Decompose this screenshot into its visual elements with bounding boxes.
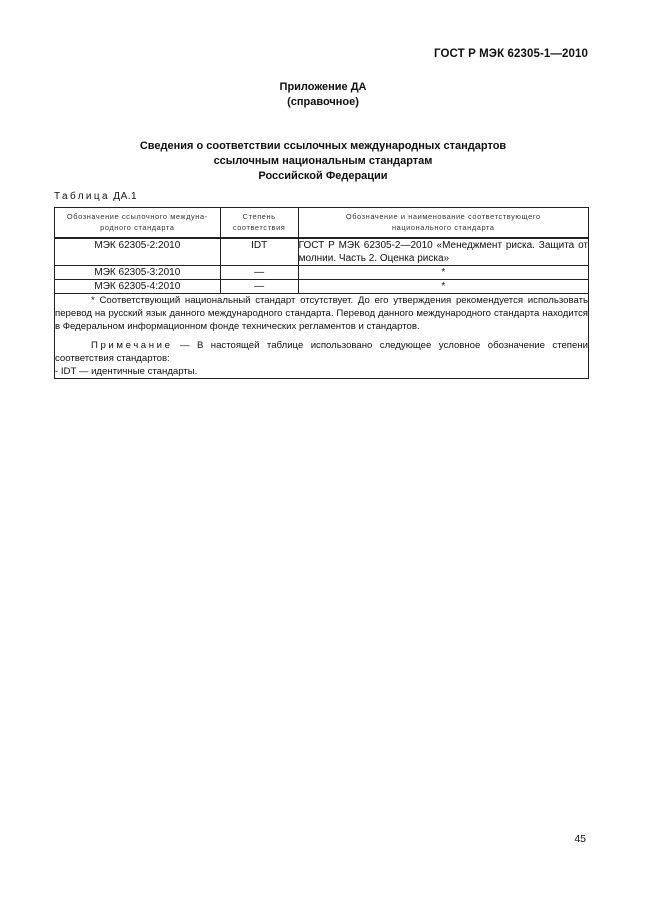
international-standard-code: МЭК 62305-2:2010 xyxy=(55,238,221,266)
table-notes xyxy=(55,294,589,379)
section-title-line-2: ссылочным национальным стандартам xyxy=(213,155,433,167)
standards-correspondence-table xyxy=(54,207,589,379)
note-text: — В настоящей таблице использовано следующее условное обозначение степени соответствия стандартов: xyxy=(55,340,588,364)
annex-subtitle: (справочное) xyxy=(287,96,359,108)
column-header-national-standard xyxy=(298,208,588,239)
table-row xyxy=(55,280,589,294)
column-header-degree xyxy=(220,208,298,239)
national-standard: * xyxy=(298,280,588,294)
column-header-international-standard xyxy=(55,208,221,239)
document-code-header: ГОСТ Р МЭК 62305-1—2010 xyxy=(434,48,588,60)
table-header-row xyxy=(55,208,589,239)
degree-of-correspondence: — xyxy=(220,266,298,280)
annex-heading xyxy=(0,80,646,110)
national-standard: * xyxy=(298,266,588,280)
table-caption-word: Таблица xyxy=(54,191,111,202)
table-notes-row xyxy=(55,294,589,379)
degree-of-correspondence: — xyxy=(220,280,298,294)
header-text: родного стандарта xyxy=(100,223,175,232)
annex-title: Приложение ДА xyxy=(279,81,367,93)
table-caption-number: ДА.1 xyxy=(113,191,138,202)
header-text: Обозначение и наименование соответствующего xyxy=(345,212,541,221)
table-row xyxy=(55,238,589,266)
note-label: Примечание xyxy=(91,340,173,351)
section-title-line-3: Российской Федерации xyxy=(258,170,388,182)
degree-of-correspondence: IDT xyxy=(220,238,298,266)
header-text: Обозначение ссылочного междуна- xyxy=(66,212,208,221)
header-text: соответствия xyxy=(232,223,286,232)
table-caption xyxy=(54,191,137,202)
international-standard-code: МЭК 62305-4:2010 xyxy=(55,280,221,294)
note xyxy=(55,339,588,365)
national-standard: ГОСТ Р МЭК 62305-2—2010 «Менеджмент риска. Защита от молнии. Часть 2. Оценка риска» xyxy=(298,240,588,264)
note-item: - IDT — идентичные стандарты. xyxy=(55,366,198,377)
section-title-line-1: Сведения о соответствии ссылочных международных стандартов xyxy=(139,140,507,152)
page-number: 45 xyxy=(574,833,586,845)
section-heading xyxy=(0,139,646,184)
table-row xyxy=(55,266,589,280)
header-text: национального стандарта xyxy=(391,223,495,232)
international-standard-code: МЭК 62305-3:2010 xyxy=(55,266,221,280)
header-text: Степень xyxy=(242,212,276,221)
footnote: * Соответствующий национальный стандарт отсутствует. До его утверждения рекомендуется использовать перевод на русский язык данного международного стандарта. Перевод данного международного стандарта находится в Федеральном информационном фонде технических регламентов и стандартов. xyxy=(55,295,588,332)
